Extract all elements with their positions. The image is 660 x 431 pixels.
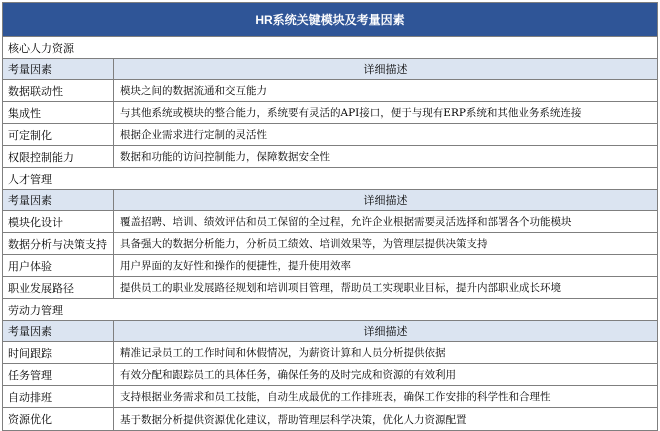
factor-cell: 任务管理 [3,364,114,385]
table-row [3,233,657,255]
desc-cell: 具备强大的数据分析能力，分析员工绩效、培训效果等，为管理层提供决策支持 [120,238,488,250]
desc-cell: 支持根据业务需求和员工技能，自动生成最优的工作排班表，确保工作安排的科学性和合理性 [120,391,551,403]
table-row [3,124,657,146]
desc-cell: 与其他系统或模块的整合能力，系统要有灵活的API接口，便于与现有ERP系统和其他业务系统连接 [120,107,582,119]
table-row [3,277,657,299]
table-row [3,80,657,102]
factor-cell: 用户体验 [3,255,114,276]
table-row [3,255,657,277]
section-header-workforce [3,299,657,321]
factor-cell: 模块化设计 [3,211,114,232]
factor-cell: 可定制化 [3,124,114,145]
column-header-factor: 考量因素 [3,190,114,210]
desc-cell: 提供员工的职业发展路径规划和培训项目管理，帮助员工实现职业目标，提升内部职业成长环境 [120,282,561,294]
desc-cell: 基于数据分析提供资源优化建议，帮助管理层科学决策，优化人力资源配置 [120,413,467,426]
section-title: 劳动力管理 [8,303,63,317]
factor-cell: 时间跟踪 [3,342,114,363]
table-title: HR系统关键模块及考量因素 [255,13,405,27]
section-header-talent [3,168,657,190]
desc-cell: 数据和功能的访问控制能力，保障数据安全性 [120,151,330,163]
desc-cell: 精准记录员工的工作时间和休假情况，为薪资计算和人员分析提供依据 [120,347,446,359]
column-header-row [3,190,657,211]
table-row [3,408,657,430]
hr-table [2,2,658,431]
column-header-desc: 详细描述 [363,325,408,338]
table-row [3,146,657,168]
desc-cell: 覆盖招聘、培训、绩效评估和员工保留的全过程，允许企业根据需要灵活选择和部署各个功能模块 [120,216,572,228]
table-row [3,342,657,364]
column-header-factor: 考量因素 [3,59,114,79]
factor-cell: 职业发展路径 [3,277,114,298]
section-title: 核心人力资源 [8,41,74,55]
desc-cell: 根据企业需求进行定制的灵活性 [120,129,267,141]
factor-cell: 资源优化 [3,408,114,430]
factor-cell: 权限控制能力 [3,146,114,167]
factor-cell: 数据联动性 [3,80,114,101]
section-header-core-hr [3,37,657,59]
factor-cell: 集成性 [3,102,114,123]
desc-cell: 有效分配和跟踪员工的具体任务，确保任务的及时完成和资源的有效利用 [120,369,456,381]
column-header-factor: 考量因素 [3,321,114,341]
column-header-row [3,321,657,342]
table-row [3,102,657,124]
column-header-row [3,59,657,80]
desc-cell: 用户界面的友好性和操作的便捷性，提升使用效率 [120,260,351,272]
table-row [3,364,657,386]
table-row [3,211,657,233]
table-row [3,386,657,408]
section-title: 人才管理 [8,172,52,186]
factor-cell: 自动排班 [3,386,114,407]
table-title-row [3,3,657,37]
desc-cell: 模块之间的数据流通和交互能力 [120,85,267,97]
factor-cell: 数据分析与决策支持 [3,233,114,254]
column-header-desc: 详细描述 [363,194,408,207]
column-header-desc: 详细描述 [363,63,408,76]
